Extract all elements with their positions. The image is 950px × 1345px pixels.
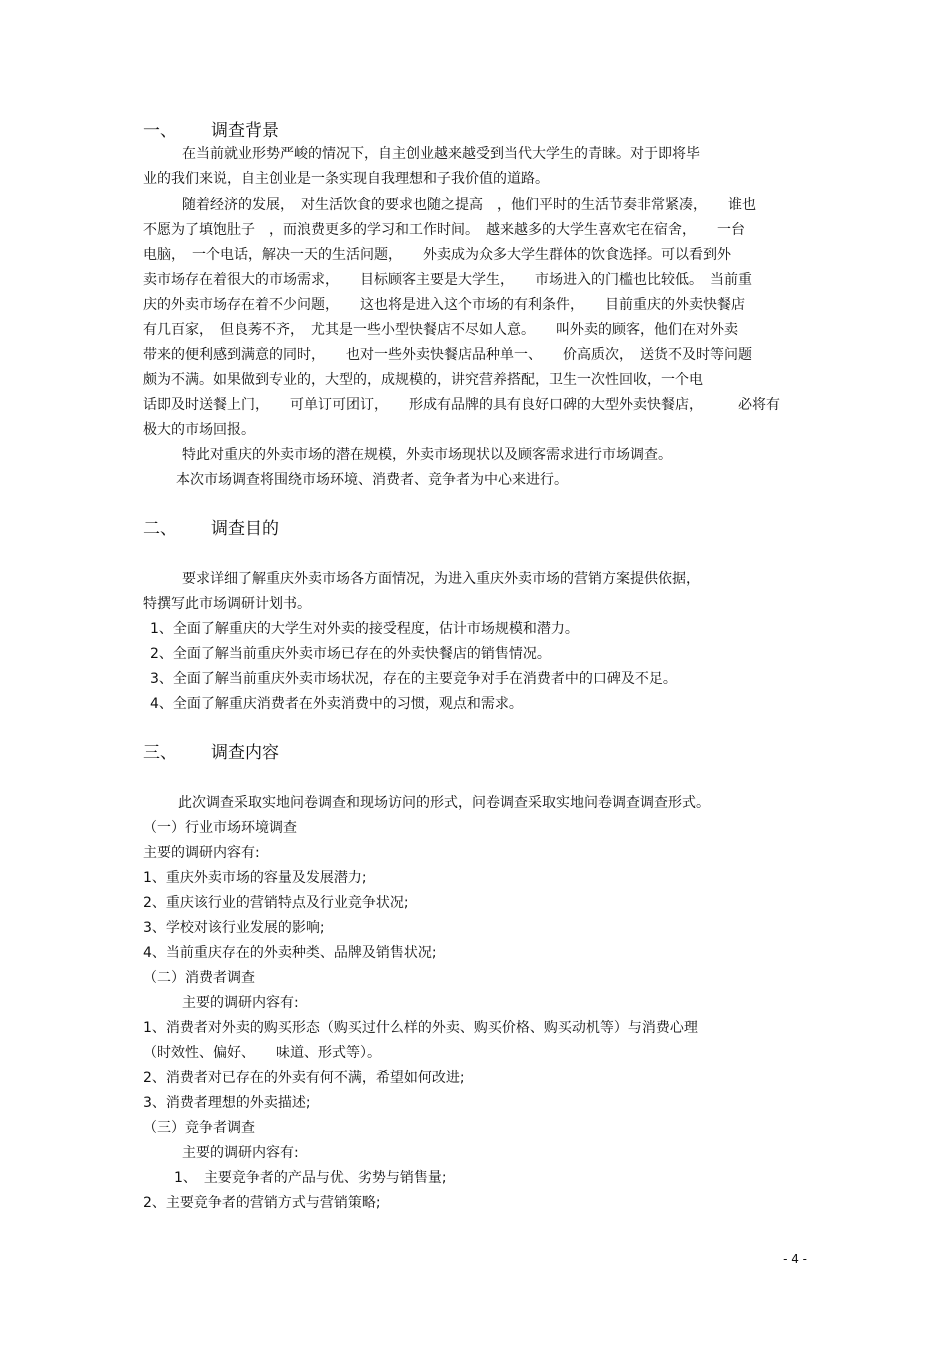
list-item: 2、主要竞争者的营销方式与营销策略;: [143, 1195, 381, 1211]
paragraph-line: 主要的调研内容有:: [143, 845, 260, 861]
list-item: 1、全面了解重庆的大学生对外卖的接受程度，估计市场规模和潜力。: [150, 621, 579, 637]
paragraph-line: 在当前就业形势严峻的情况下，自主创业越来越受到当代大学生的青睐。对于即将毕: [182, 146, 700, 162]
list-item: 2、消费者对已存在的外卖有何不满，希望如何改进;: [143, 1070, 465, 1086]
paragraph-line: 带来的便利感到满意的同时， 也对一些外卖快餐店品种单一、 价高质次， 送货不及时等问题: [143, 347, 752, 363]
list-item: 3、消费者理想的外卖描述;: [143, 1095, 311, 1111]
paragraph-line: 业的我们来说，自主创业是一条实现自我理想和子我价值的道路。: [143, 171, 549, 187]
section-title: 调查背景: [211, 121, 279, 141]
list-item: 1、消费者对外卖的购买形态（购买过什么样的外卖、购买价格、购买动机等）与消费心理: [143, 1020, 698, 1036]
paragraph-line: 卖市场存在着很大的市场需求， 目标顾客主要是大学生， 市场进入的门槛也比较低。 当前重: [143, 272, 752, 288]
paragraph-line: 颇为不满。如果做到专业的，大型的，成规模的，讲究营养搭配，卫生一次性回收，一个电: [143, 372, 703, 388]
section-title: 调查内容: [211, 743, 279, 763]
section-heading-purpose: [143, 518, 279, 540]
list-item: 2、全面了解当前重庆外卖市场已存在的外卖快餐店的销售情况。: [150, 646, 551, 662]
paragraph-line: 特此对重庆的外卖市场的潜在规模，外卖市场现状以及顾客需求进行市场调查。: [182, 447, 672, 463]
list-item: （时效性、偏好、 味道、形式等）。: [143, 1045, 381, 1061]
paragraph-line: 话即及时送餐上门， 可单订可团订， 形成有品牌的具有良好口碑的大型外卖快餐店， 必将有: [143, 397, 780, 413]
paragraph-line: 主要的调研内容有:: [182, 1145, 299, 1161]
paragraph-line: 庆的外卖市场存在着不少问题， 这也将是进入这个市场的有利条件， 目前重庆的外卖快餐店: [143, 297, 745, 313]
subsection-heading: （二）消费者调查: [143, 970, 255, 986]
page-number: - 4 -: [783, 1252, 807, 1266]
list-item: 1、 主要竞争者的产品与优、劣势与销售量;: [174, 1170, 447, 1186]
paragraph-line: 电脑， 一个电话，解决一天的生活问题， 外卖成为众多大学生群体的饮食选择。可以看到外: [143, 247, 731, 263]
paragraph-line: 此次调查采取实地问卷调查和现场访问的形式，问卷调查采取实地问卷调查调查形式。: [178, 795, 710, 811]
list-item: 2、重庆该行业的营销特点及行业竞争状况;: [143, 895, 409, 911]
list-item: 3、学校对该行业发展的影响;: [143, 920, 325, 936]
paragraph-line: 不愿为了填饱肚子 ，而浪费更多的学习和工作时间。 越来越多的大学生喜欢宅在宿舍， 一台: [143, 222, 745, 238]
paragraph-line: 要求详细了解重庆外卖市场各方面情况，为进入重庆外卖市场的营销方案提供依据，: [182, 571, 700, 587]
list-item: 4、当前重庆存在的外卖种类、品牌及销售状况;: [143, 945, 437, 961]
section-number: 三、: [143, 743, 177, 763]
paragraph-line: 随着经济的发展， 对生活饮食的要求也随之提高 ，他们平时的生活节奏非常紧凑， 谁也: [182, 197, 756, 213]
list-item: 3、全面了解当前重庆外卖市场状况，存在的主要竞争对手在消费者中的口碑及不足。: [150, 671, 677, 687]
section-heading-background: [143, 120, 279, 142]
section-number: 二、: [143, 519, 177, 539]
subsection-heading: （一）行业市场环境调查: [143, 820, 297, 836]
paragraph-line: 特撰写此市场调研计划书。: [143, 596, 311, 612]
subsection-heading: （三）竞争者调查: [143, 1120, 255, 1136]
list-item: 4、全面了解重庆消费者在外卖消费中的习惯，观点和需求。: [150, 696, 523, 712]
section-heading-content: [143, 742, 279, 764]
paragraph-line: 主要的调研内容有:: [182, 995, 299, 1011]
paragraph-line: 本次市场调查将围绕市场环境、消费者、竞争者为中心来进行。: [176, 472, 568, 488]
section-number: 一、: [143, 121, 177, 141]
paragraph-line: 极大的市场回报。: [143, 422, 255, 438]
list-item: 1、重庆外卖市场的容量及发展潜力;: [143, 870, 367, 886]
paragraph-line: 有几百家， 但良莠不齐， 尤其是一些小型快餐店不尽如人意。 叫外卖的顾客，他们在对外卖: [143, 322, 738, 338]
section-title: 调查目的: [211, 519, 279, 539]
